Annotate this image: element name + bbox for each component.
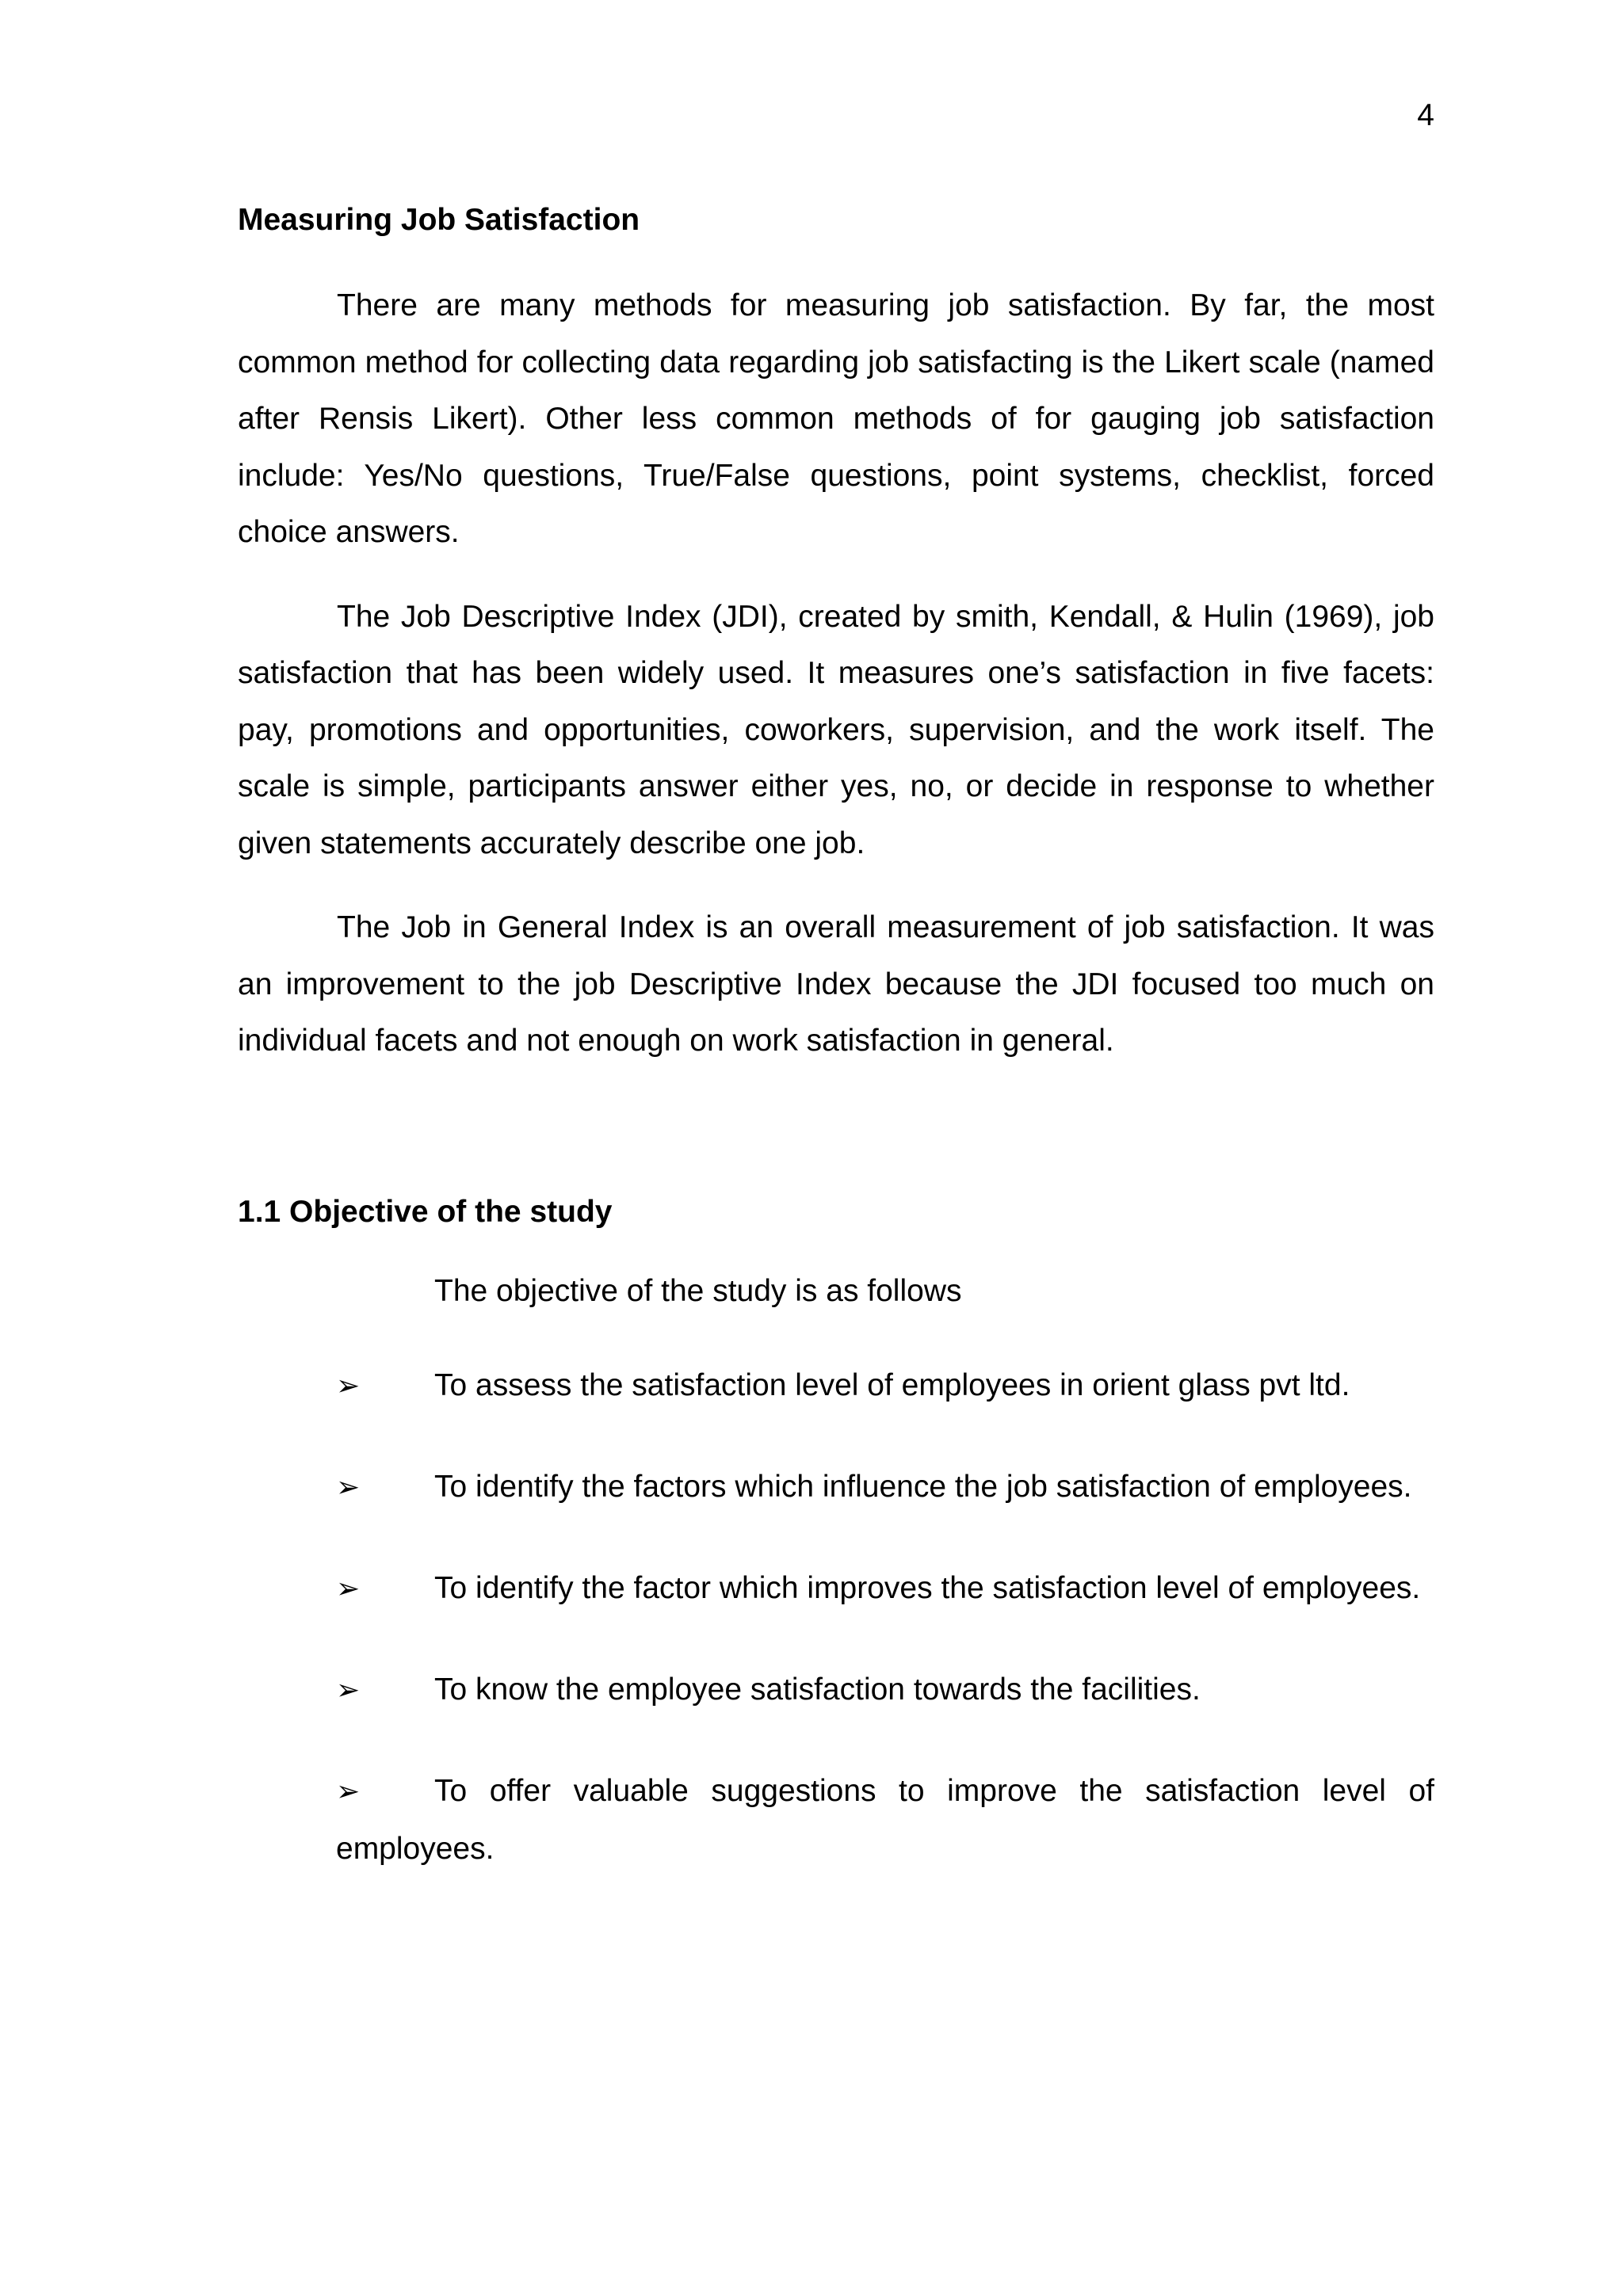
objectives-intro: The objective of the study is as follows bbox=[434, 1273, 962, 1308]
section-heading: 1.1 Objective of the study bbox=[238, 1194, 613, 1229]
paragraph-measurement-methods: There are many methods for measuring job satisfaction. By far, the most common method for collecting data regarding job satisfacting is the Likert scale (named after Rensis Likert). Other less common methods of for gauging job satisfaction include: Yes/No questions, True/False questions, point systems, checklist, forced choice answers. bbox=[238, 288, 1434, 549]
arrowhead-bullet-icon: ➢ bbox=[336, 1470, 361, 1504]
objective-text: To know the employee satisfaction towards the facilities. bbox=[434, 1672, 1201, 1707]
arrowhead-bullet-icon: ➢ bbox=[336, 1369, 361, 1402]
objective-text: To identify the factors which influence the job satisfaction of employees. bbox=[434, 1469, 1412, 1504]
objectives-list bbox=[238, 1357, 1434, 1878]
list-item bbox=[336, 1560, 1434, 1618]
section-heading: Measuring Job Satisfaction bbox=[238, 203, 640, 237]
list-item bbox=[336, 1357, 1434, 1415]
page-content bbox=[238, 198, 1434, 1878]
page-number: 4 bbox=[1417, 98, 1434, 132]
objective-text: To assess the satisfaction level of employees in orient glass pvt ltd. bbox=[434, 1367, 1350, 1402]
section-objective-of-study bbox=[238, 1190, 1434, 1878]
paragraph-job-in-general-index: The Job in General Index is an overall measurement of job satisfaction. It was an improvement to the job Descriptive Index because the JDI focused too much on individual facets and not enough on work satisfaction in general. bbox=[238, 910, 1434, 1058]
section-measuring-job-satisfaction bbox=[238, 198, 1434, 1070]
arrowhead-bullet-icon: ➢ bbox=[336, 1572, 361, 1605]
list-item bbox=[336, 1459, 1434, 1516]
list-item bbox=[336, 1763, 1434, 1878]
paragraph-job-descriptive-index: The Job Descriptive Index (JDI), created by smith, Kendall, & Hulin (1969), job satisfaction that has been widely used. It measures one’s satisfaction in five facets: pay, promotions and opportunities, coworkers, supervision, and the work itself. The scale is simple, participants answer either yes, no, or decide in response to whether given statements accurately describe one job. bbox=[238, 599, 1434, 860]
objective-text: To identify the factor which improves the satisfaction level of employees. bbox=[434, 1570, 1421, 1605]
objective-text: To offer valuable suggestions to improve the satisfaction level of employees. bbox=[336, 1773, 1434, 1866]
arrowhead-bullet-icon: ➢ bbox=[336, 1775, 361, 1808]
arrowhead-bullet-icon: ➢ bbox=[336, 1673, 361, 1707]
list-item bbox=[336, 1661, 1434, 1719]
